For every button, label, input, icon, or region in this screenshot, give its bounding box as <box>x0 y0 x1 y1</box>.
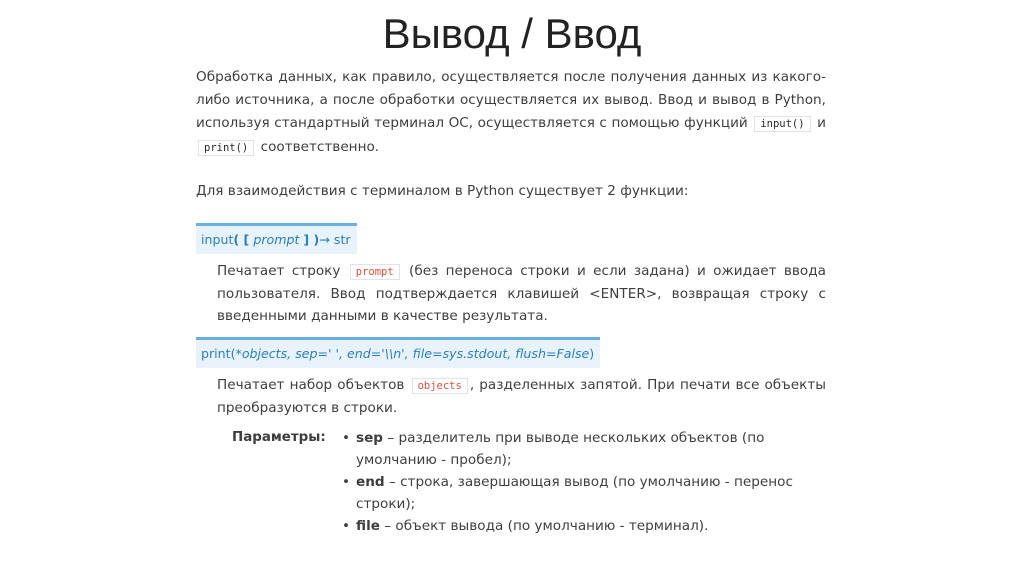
input-sig-open: ( [ <box>233 232 250 247</box>
print-signature <box>196 337 600 368</box>
param-name: sep <box>356 430 384 446</box>
input-desc-start: Печатает строку <box>217 263 341 279</box>
print-desc-end: , разделенных запятой. При печати все объекты преобразуются в строки. <box>217 377 826 416</box>
input-desc-end: (без переноса строки и если задана) и ожидает ввода пользователя. Ввод подтверждается клавишей <ENTER>, возвращая строку с введенными данными в качестве результата. <box>217 263 826 324</box>
intro2-paragraph: Для взаимодействия с терминалом в Python существует 2 функции: <box>196 183 689 199</box>
param-text: – разделитель при выводе нескольких объектов (по умолчанию - пробел); <box>356 430 765 468</box>
slide-title: Вывод / Ввод <box>382 10 642 57</box>
print-sig-params: *objects, sep=' ', end='\\n', file=sys.stdout, flush=False <box>235 346 590 361</box>
input-description <box>217 260 826 327</box>
print-sig-name: print <box>201 346 231 361</box>
intro-text: Обработка данных, как правило, осуществляется после получения данных из какого-либо источника, а после обработки осуществляется их вывод. Ввод и вывод в Python, используя стандартный терминал ОС, осуществляется с помощью функций <box>196 69 826 131</box>
print-sig-open: ( <box>230 346 236 361</box>
params-block <box>232 427 826 537</box>
intro-and: и <box>817 115 826 131</box>
input-sig-return: → str <box>319 232 351 247</box>
intro-paragraph <box>196 66 826 160</box>
params-label: Параметры: <box>232 430 326 445</box>
content-area <box>196 66 826 537</box>
prompt-code: prompt <box>350 264 400 280</box>
objects-code: objects <box>412 378 468 394</box>
param-name: end <box>356 474 385 490</box>
print-desc-start: Печатает набор объектов <box>217 377 405 393</box>
param-text: – объект вывода (по умолчанию - терминал). <box>379 518 709 534</box>
print-description <box>217 374 826 419</box>
params-list <box>342 427 826 537</box>
param-text: – строка, завершающая вывод (по умолчанию - перенос строки); <box>356 474 793 512</box>
param-item-sep <box>342 427 826 471</box>
param-name: file <box>356 518 380 534</box>
intro-end: соответственно. <box>260 139 380 155</box>
input-sig-param: prompt <box>253 232 300 247</box>
input-sig-name: input <box>201 232 234 247</box>
input-signature <box>196 223 357 254</box>
print-sig-close: ) <box>589 346 595 361</box>
param-item-file <box>342 515 826 537</box>
param-item-end <box>342 471 826 515</box>
input-sig-close: ] ) <box>303 232 320 247</box>
print-code: print() <box>198 140 254 156</box>
input-code: input() <box>754 116 810 132</box>
